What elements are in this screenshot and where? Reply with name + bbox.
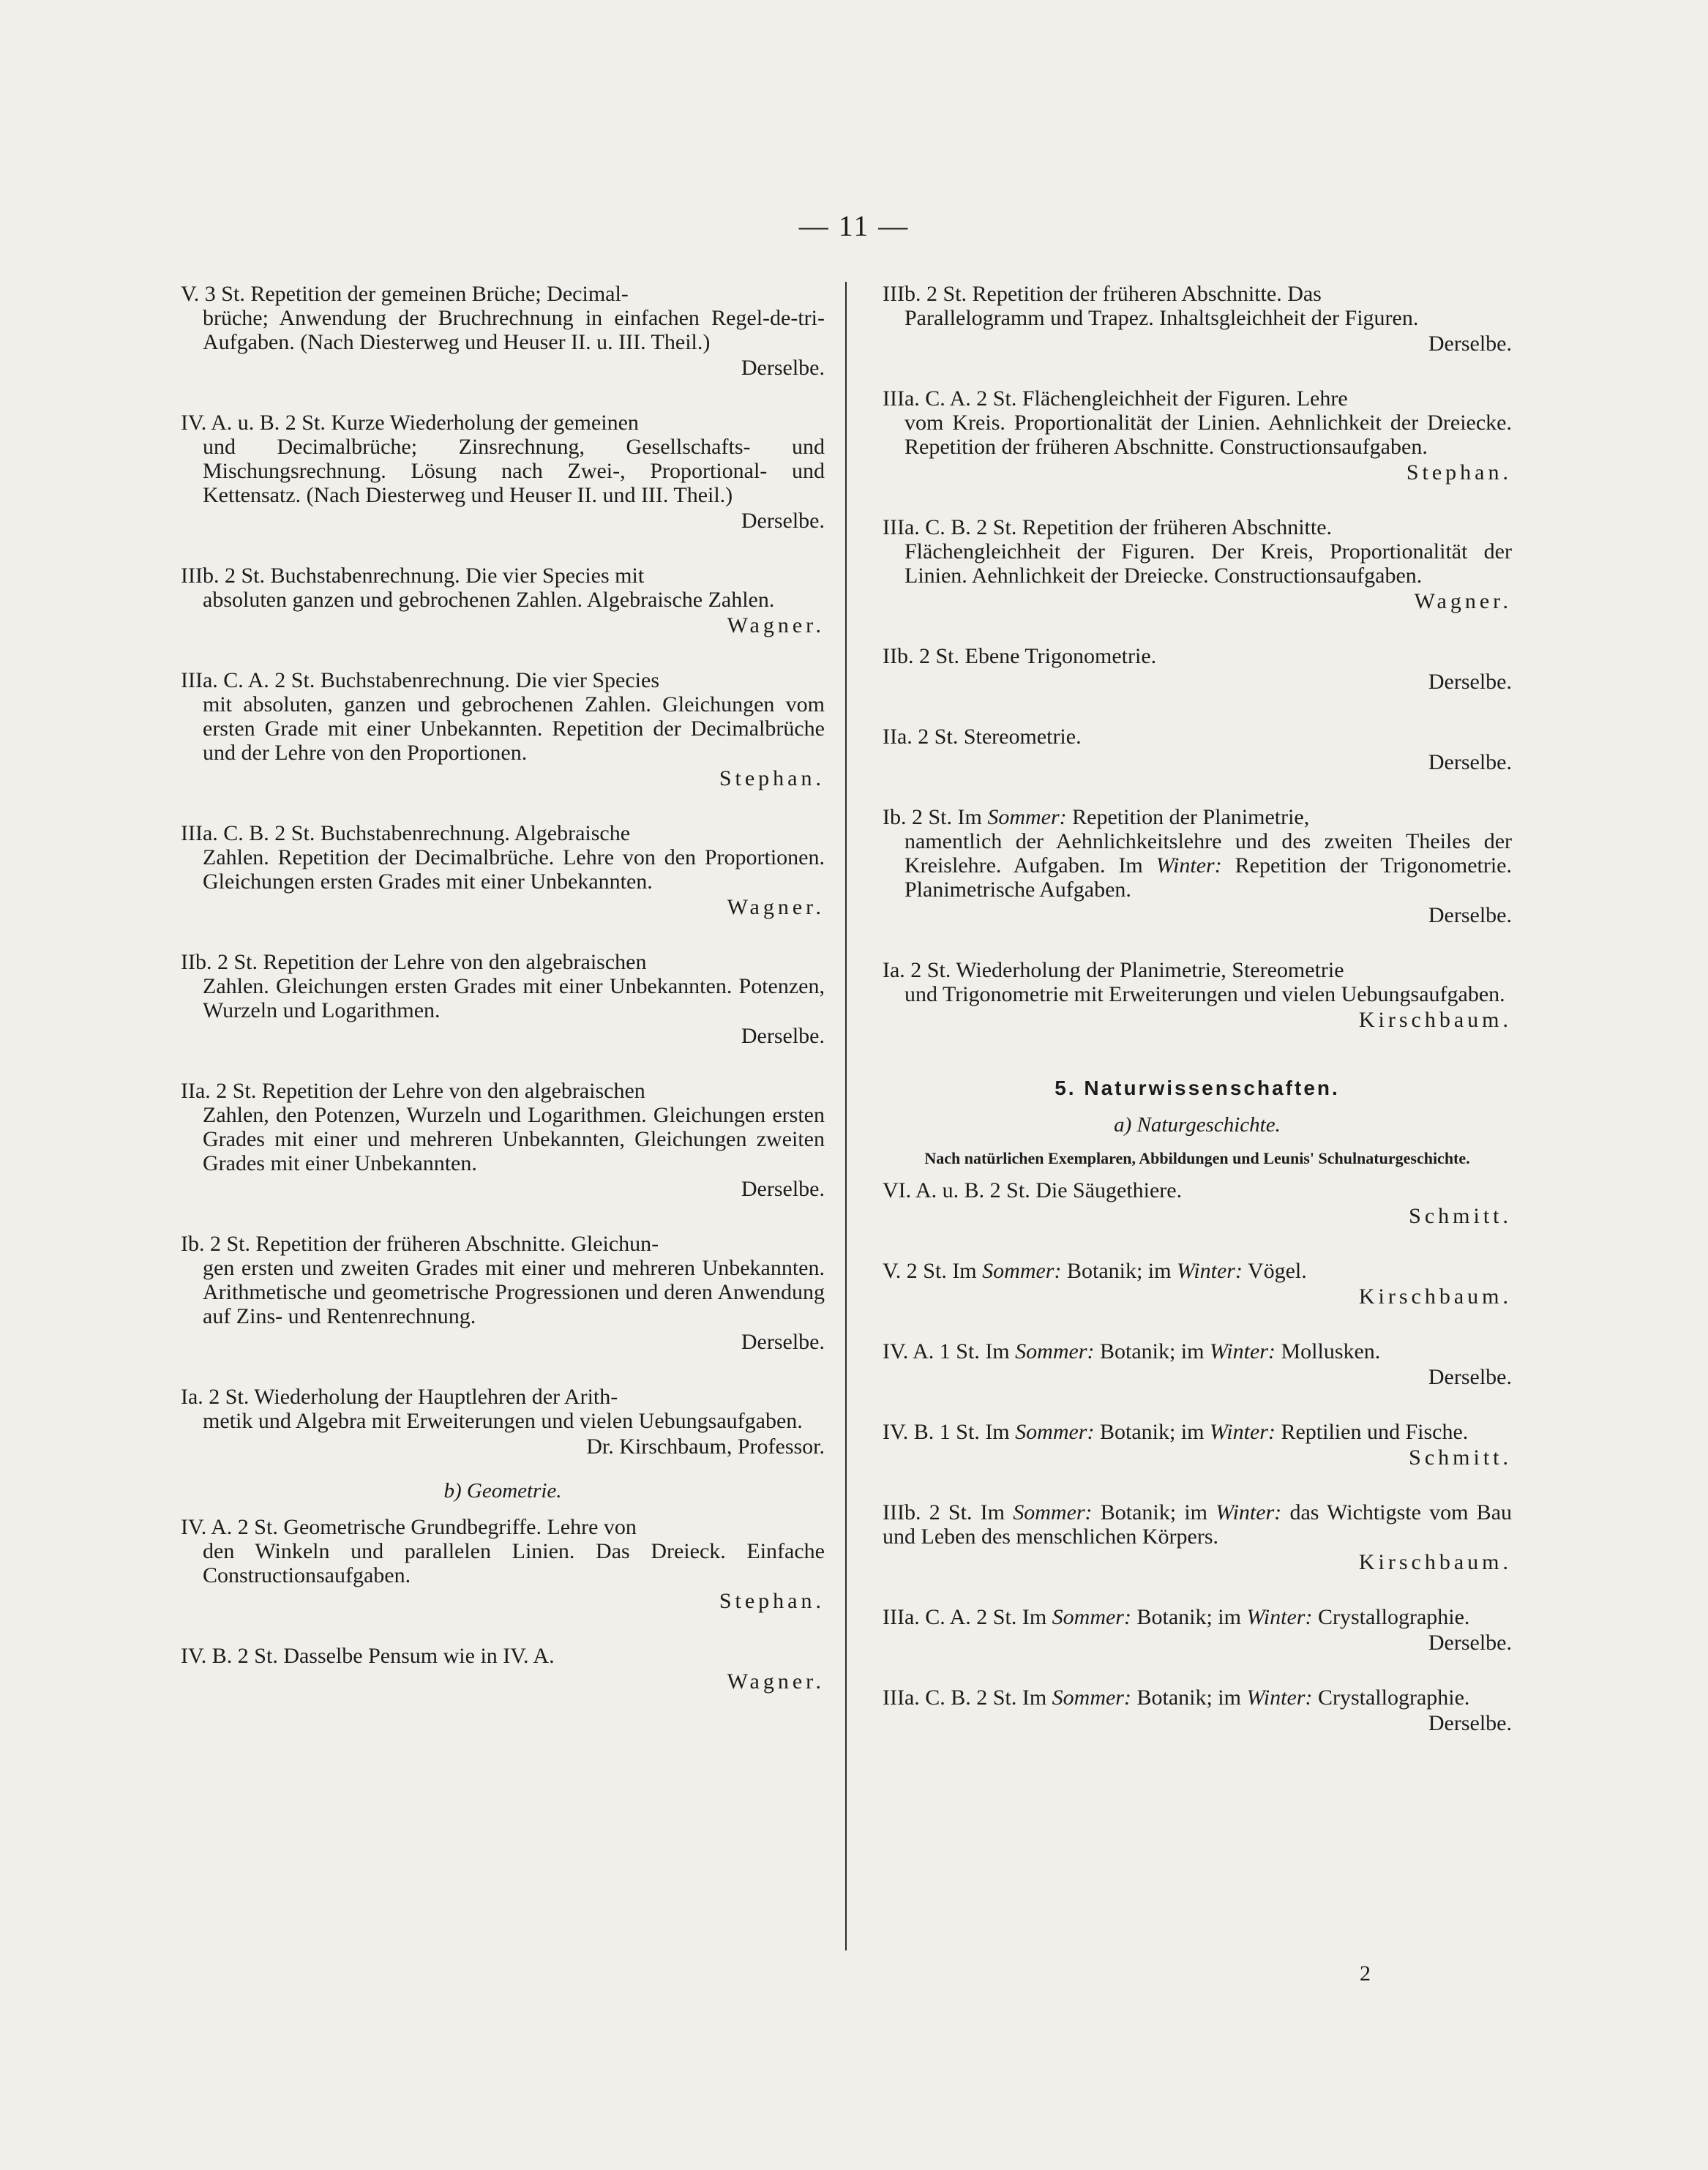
section-title-naturwissenschaften: 5. Naturwissenschaften. bbox=[1055, 1077, 1340, 1099]
teacher-name: Kirschbaum. bbox=[1358, 1284, 1512, 1309]
season-label: Sommer: bbox=[1013, 1500, 1093, 1524]
entry-text: Reptilien und Fische. bbox=[1275, 1420, 1469, 1444]
season-label: Winter: bbox=[1209, 1420, 1276, 1444]
entry-natur-ivb bbox=[883, 1420, 1512, 1470]
entry-text bbox=[883, 805, 1512, 829]
season-label: Winter: bbox=[1155, 853, 1222, 878]
entry-text: Botanik; im bbox=[1094, 1339, 1210, 1363]
entry-text: Botanik; im bbox=[1094, 1420, 1210, 1444]
entry-text: IIIa. C. B. 2 St. Repetition der früheren Abschnitte. bbox=[883, 515, 1333, 539]
teacher-name: Kirschbaum. bbox=[1358, 1008, 1512, 1032]
entry-mathematik-iiib bbox=[181, 564, 825, 637]
right-column bbox=[883, 282, 1512, 1735]
entry-text: das Wichtigste vom Bau und Leben des menschlichen Körpers. bbox=[883, 1500, 1513, 1549]
teacher-name: Wagner. bbox=[727, 1669, 825, 1694]
entry-natur-iiia-ca bbox=[883, 1605, 1512, 1655]
teacher-name: Derselbe. bbox=[1428, 670, 1512, 694]
teacher-name: Derselbe. bbox=[741, 1024, 825, 1048]
teacher-name: Stephan. bbox=[719, 766, 825, 790]
entry-text: Botanik; im bbox=[1061, 1259, 1177, 1283]
teacher-name: Kirschbaum. bbox=[1358, 1550, 1512, 1574]
teacher-name: Derselbe. bbox=[1428, 750, 1512, 774]
entry-text: IIb. 2 St. Repetition der Lehre von den algebraischen bbox=[181, 950, 647, 974]
entry-mathematik-ib bbox=[181, 1232, 825, 1354]
season-label: Winter: bbox=[1216, 1500, 1282, 1524]
entry-geometrie-iiia-cb bbox=[883, 515, 1512, 613]
entry-text: Mollusken. bbox=[1275, 1339, 1381, 1363]
entry-mathematik-iib bbox=[181, 950, 825, 1048]
entry-text: Ib. 2 St. Repetition der früheren Abschnitte. Gleichun- bbox=[181, 1232, 659, 1256]
season-label: Winter: bbox=[1246, 1686, 1313, 1710]
entry-natur-vi bbox=[883, 1178, 1512, 1228]
signature-mark: 2 bbox=[1360, 1961, 1371, 1986]
teacher-name: Stephan. bbox=[719, 1589, 825, 1613]
entry-text: Ia. 2 St. Wiederholung der Hauptlehren der Arith- bbox=[181, 1385, 618, 1409]
entry-text: Repetition der Trigonometrie. Planimetrische Aufgaben. bbox=[904, 853, 1512, 902]
entry-text: IIa. 2 St. Stereometrie. bbox=[883, 725, 1082, 749]
entry-text: Crystallographie. bbox=[1312, 1686, 1470, 1710]
season-label: Winter: bbox=[1176, 1259, 1243, 1283]
entry-text: Botanik; im bbox=[1131, 1686, 1247, 1710]
season-label: Sommer: bbox=[987, 805, 1067, 829]
entry-text: IIIa. C. A. 2 St. Flächengleichheit der Figuren. Lehre bbox=[883, 386, 1348, 411]
subsection-title-naturgeschichte: a) Naturgeschichte. bbox=[1114, 1113, 1281, 1137]
teacher-name: Dr. Kirschbaum, Professor. bbox=[586, 1434, 825, 1459]
entry-text: IIb. 2 St. Ebene Trigonometrie. bbox=[883, 644, 1157, 668]
teacher-name: Wagner. bbox=[727, 895, 825, 919]
teacher-name: Derselbe. bbox=[741, 509, 825, 533]
entry-text: Crystallographie. bbox=[1312, 1605, 1470, 1629]
season-label: Sommer: bbox=[1015, 1420, 1095, 1444]
entry-mathematik-iiia-cb bbox=[181, 821, 825, 919]
column-divider bbox=[845, 282, 847, 1950]
entry-text: Zahlen. Gleichungen ersten Grades mit einer Unbekannten. Potenzen, Wurzeln und Logarithmen. bbox=[203, 974, 825, 1022]
page-number: — 11 — bbox=[798, 209, 910, 242]
entry-geometrie-iva bbox=[181, 1515, 825, 1613]
teacher-name: Derselbe. bbox=[741, 1177, 825, 1201]
teacher-name: Derselbe. bbox=[1428, 1631, 1512, 1655]
season-label: Sommer: bbox=[982, 1259, 1062, 1283]
teacher-name: Derselbe. bbox=[741, 356, 825, 380]
left-column bbox=[181, 282, 825, 1694]
entry-geometrie-iia bbox=[883, 725, 1512, 774]
entry-text: Vögel. bbox=[1242, 1259, 1307, 1283]
entry-text: Botanik; im bbox=[1092, 1500, 1216, 1524]
season-label: Winter: bbox=[1246, 1605, 1313, 1629]
entry-text: IIIa. C. A. 2 St. Im bbox=[883, 1605, 1052, 1629]
teacher-name: Derselbe. bbox=[1428, 1711, 1512, 1735]
teacher-name: Derselbe. bbox=[1428, 903, 1512, 927]
entry-text: Parallelogramm und Trapez. Inhaltsgleichheit der Figuren. bbox=[904, 306, 1419, 330]
entry-text: IV. A. 1 St. Im bbox=[883, 1339, 1016, 1363]
entry-geometrie-ia bbox=[883, 958, 1512, 1032]
teacher-name: Derselbe. bbox=[741, 1330, 825, 1354]
entry-text: IV. A. u. B. 2 St. Kurze Wiederholung der gemeinen bbox=[181, 411, 639, 435]
entry-text: Zahlen. Repetition der Decimalbrüche. Lehre von den Proportionen. Gleichungen ersten Grades mit einer Unbekannten. bbox=[203, 845, 825, 894]
entry-text: namentlich der Aehnlichkeitslehre und des zweiten Theiles der Kreislehre. Aufgaben. Im bbox=[904, 829, 1512, 878]
entry-text: IIIa. C. B. 2 St. Buchstabenrechnung. Algebraische bbox=[181, 821, 631, 845]
teacher-name: Schmitt. bbox=[1409, 1204, 1512, 1228]
entry-text: V. 2 St. Im bbox=[883, 1259, 983, 1283]
entry-text: IV. A. 2 St. Geometrische Grundbegriffe. Lehre von bbox=[181, 1515, 637, 1539]
entry-text: Repetition der Planimetrie, bbox=[1066, 805, 1310, 829]
teacher-name: Wagner. bbox=[727, 613, 825, 637]
entry-natur-iiib bbox=[883, 1500, 1512, 1574]
entry-mathematik-ia bbox=[181, 1385, 825, 1459]
entry-text: und Decimalbrüche; Zinsrechnung, Gesellschafts- und Mischungsrechnung. Lösung nach Zwei-, Proportional- und Kettensatz. (Nach Diesterweg und Heuser II. und III. Theil.) bbox=[203, 435, 825, 507]
entry-text: Ia. 2 St. Wiederholung der Planimetrie, Stereometrie bbox=[883, 958, 1344, 982]
season-label: Winter: bbox=[1209, 1339, 1276, 1363]
entry-text: IIIb. 2 St. Buchstabenrechnung. Die vier Species mit bbox=[181, 564, 645, 588]
teacher-name: Derselbe. bbox=[1428, 1365, 1512, 1389]
teacher-name: Derselbe. bbox=[1428, 332, 1512, 356]
entry-geometrie-ivb bbox=[181, 1644, 825, 1694]
season-label: Sommer: bbox=[1052, 1605, 1131, 1629]
entry-text: IIIa. C. A. 2 St. Buchstabenrechnung. Die vier Species bbox=[181, 668, 660, 692]
teacher-name: Stephan. bbox=[1406, 460, 1512, 484]
entry-text: und Trigonometrie mit Erweiterungen und vielen Uebungsaufgaben. bbox=[904, 982, 1505, 1006]
entry-text: IIIb. 2 St. Im bbox=[883, 1500, 1014, 1524]
entry-text bbox=[883, 829, 1512, 902]
season-label: Sommer: bbox=[1052, 1686, 1131, 1710]
entry-mathematik-iv bbox=[181, 411, 825, 533]
entry-mathematik-iiia-ca bbox=[181, 668, 825, 790]
entry-geometrie-iib bbox=[883, 644, 1512, 694]
entry-natur-iiia-cb bbox=[883, 1686, 1512, 1735]
entry-mathematik-v bbox=[181, 282, 825, 380]
entry-text: Flächengleichheit der Figuren. Der Kreis, Proportionalität der Linien. Aehnlichkeit der Dreiecke. Constructionsaufgaben. bbox=[904, 539, 1512, 588]
entry-text: Zahlen, den Potenzen, Wurzeln und Logarithmen. Gleichungen ersten Grades mit einer und mehreren Unbekannten, Gleichungen zweiten Grades mit einer Unbekannten. bbox=[203, 1103, 825, 1175]
entry-text: VI. A. u. B. 2 St. Die Säugethiere. bbox=[883, 1178, 1183, 1202]
entry-text: gen ersten und zweiten Grades mit einer und mehreren Unbekannten. Arithmetische und geometrische Progressionen und deren Anwendung auf Zins- und Rentenrechnung. bbox=[203, 1256, 825, 1328]
season-label: Sommer: bbox=[1015, 1339, 1095, 1363]
entry-text: vom Kreis. Proportionalität der Linien. Aehnlichkeit der Dreiecke. Repetition der früheren Abschnitte. Constructionsaufgaben. bbox=[904, 411, 1512, 459]
entry-text: IV. B. 1 St. Im bbox=[883, 1420, 1016, 1444]
section-note: Nach natürlichen Exemplaren, Abbildungen und Leunis' Schulnaturgeschichte. bbox=[924, 1149, 1470, 1167]
entry-text: IIIb. 2 St. Repetition der früheren Abschnitte. Das bbox=[883, 282, 1322, 306]
entry-text: metik und Algebra mit Erweiterungen und vielen Uebungsaufgaben. bbox=[203, 1409, 803, 1433]
entry-natur-iva bbox=[883, 1339, 1512, 1389]
entry-text: absoluten ganzen und gebrochenen Zahlen. Algebraische Zahlen. bbox=[203, 588, 775, 612]
entry-geometrie-ib bbox=[883, 805, 1512, 927]
entry-geometrie-iiib bbox=[883, 282, 1512, 356]
entry-text: brüche; Anwendung der Bruchrechnung in einfachen Regel-de-tri-Aufgaben. (Nach Diesterweg und Heuser II. u. III. Theil.) bbox=[203, 306, 825, 354]
entry-text: mit absoluten, ganzen und gebrochenen Zahlen. Gleichungen vom ersten Grade mit einer Unbekannten. Repetition der Decimalbrüche und der Lehre von den Proportionen. bbox=[203, 692, 825, 765]
entry-mathematik-iia bbox=[181, 1079, 825, 1201]
entry-geometrie-iiia-ca bbox=[883, 386, 1512, 484]
entry-text: Botanik; im bbox=[1131, 1605, 1247, 1629]
teacher-name: Schmitt. bbox=[1409, 1445, 1512, 1470]
entry-text: Ib. 2 St. Im bbox=[883, 805, 988, 829]
subsection-title-geometrie: b) Geometrie. bbox=[443, 1479, 562, 1503]
entry-text: IV. B. 2 St. Dasselbe Pensum wie in IV. A. bbox=[181, 1644, 555, 1668]
entry-text: V. 3 St. Repetition der gemeinen Brüche; Decimal- bbox=[181, 282, 629, 306]
entry-natur-v bbox=[883, 1259, 1512, 1309]
entry-text: IIa. 2 St. Repetition der Lehre von den algebraischen bbox=[181, 1079, 645, 1103]
entry-text: den Winkeln und parallelen Linien. Das Dreieck. Einfache Constructionsaufgaben. bbox=[203, 1539, 825, 1587]
teacher-name: Wagner. bbox=[1414, 589, 1512, 613]
entry-text: IIIa. C. B. 2 St. Im bbox=[883, 1686, 1052, 1710]
